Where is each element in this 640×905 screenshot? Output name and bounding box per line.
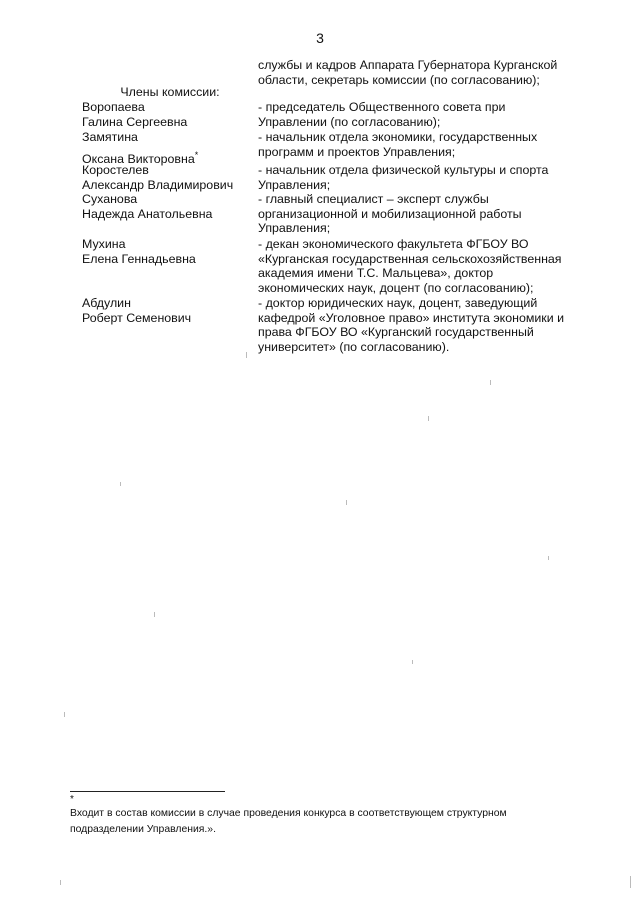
- member-surname: Воропаева: [82, 100, 145, 114]
- scan-speck: [120, 482, 121, 486]
- role-line: университет» (по согласованию).: [258, 339, 450, 354]
- role-line: - главный специалист – эксперт службы: [258, 192, 489, 206]
- continuation-line: службы и кадров Аппарата Губернатора Курганской: [258, 58, 558, 72]
- member-given-name: Надежда Анатольевна: [82, 206, 213, 221]
- member-name: [82, 100, 187, 129]
- members-heading: Члены комиссии:: [120, 85, 220, 99]
- footnote-line: Входит в состав комиссии в случае проведения конкурса в соответствующем структурном: [70, 808, 507, 819]
- member-name: [82, 296, 191, 325]
- footnote-marker: *: [70, 794, 74, 805]
- scan-speck: [60, 880, 61, 885]
- role-line: академия имени Т.С. Мальцева», доктор: [258, 266, 494, 281]
- scan-speck: [490, 380, 491, 385]
- scan-speck: [346, 500, 347, 505]
- continuation-line: области, секретарь комиссии (по согласованию);: [258, 72, 540, 87]
- member-given-name: Роберт Семенович: [82, 310, 192, 325]
- scan-speck: [428, 416, 429, 421]
- scan-speck: [64, 712, 65, 717]
- scan-speck: [154, 612, 155, 617]
- role-line: - начальник отдела физической культуры и спорта: [258, 163, 549, 177]
- member-name: [82, 163, 233, 192]
- scan-speck: [412, 660, 413, 664]
- member-role: [258, 296, 592, 354]
- role-line: экономических наук, доцент (по согласованию);: [258, 280, 534, 295]
- role-line: права ФГБОУ ВО «Курганский государственный: [258, 325, 534, 340]
- role-line: кафедрой «Уголовное право» института экономики и: [258, 310, 565, 325]
- member-surname: Мухина: [82, 237, 126, 251]
- member-surname: Абдулин: [82, 296, 131, 310]
- role-line: Управления;: [258, 221, 331, 236]
- member-given-name: Галина Сергеевна: [82, 114, 188, 129]
- member-role: [258, 237, 592, 295]
- member-surname: Суханова: [82, 192, 138, 206]
- role-line: - председатель Общественного совета при: [258, 100, 506, 114]
- member-surname: Коростелев: [82, 163, 149, 177]
- member-role: [258, 100, 592, 129]
- scan-speck: [246, 352, 247, 358]
- member-role: [258, 192, 592, 236]
- member-name: [82, 130, 198, 166]
- member-role: [258, 130, 592, 159]
- footnote-rule: [70, 791, 225, 792]
- role-line: Управлении (по согласованию);: [258, 114, 441, 129]
- scan-speck: [548, 556, 549, 560]
- footnote-line: подразделении Управления.».: [70, 824, 216, 835]
- member-name: [82, 192, 212, 221]
- footnote-text: [70, 806, 580, 838]
- role-line: «Курганская государственная сельскохозяйственная: [258, 251, 562, 266]
- role-line: - доктор юридических наук, доцент, заведующий: [258, 296, 538, 310]
- member-given-name: Оксана Викторовна: [82, 151, 195, 166]
- role-line: Управления;: [258, 177, 331, 192]
- scan-speck: [630, 876, 631, 888]
- role-line: - начальник отдела экономики, государственных: [258, 130, 538, 144]
- footnote-marker: *: [194, 149, 199, 160]
- continuation-text: [258, 58, 592, 87]
- page-number: 3: [316, 30, 324, 46]
- member-given-name: Александр Владимирович: [82, 177, 234, 192]
- member-role: [258, 163, 592, 192]
- role-line: - декан экономического факультета ФГБОУ ВО: [258, 237, 529, 251]
- role-line: организационной и мобилизационной работы: [258, 206, 522, 221]
- member-surname: Замятина: [82, 130, 138, 144]
- member-given-name: Елена Геннадьевна: [82, 251, 196, 266]
- member-name: [82, 237, 196, 266]
- role-line: программ и проектов Управления;: [258, 144, 456, 159]
